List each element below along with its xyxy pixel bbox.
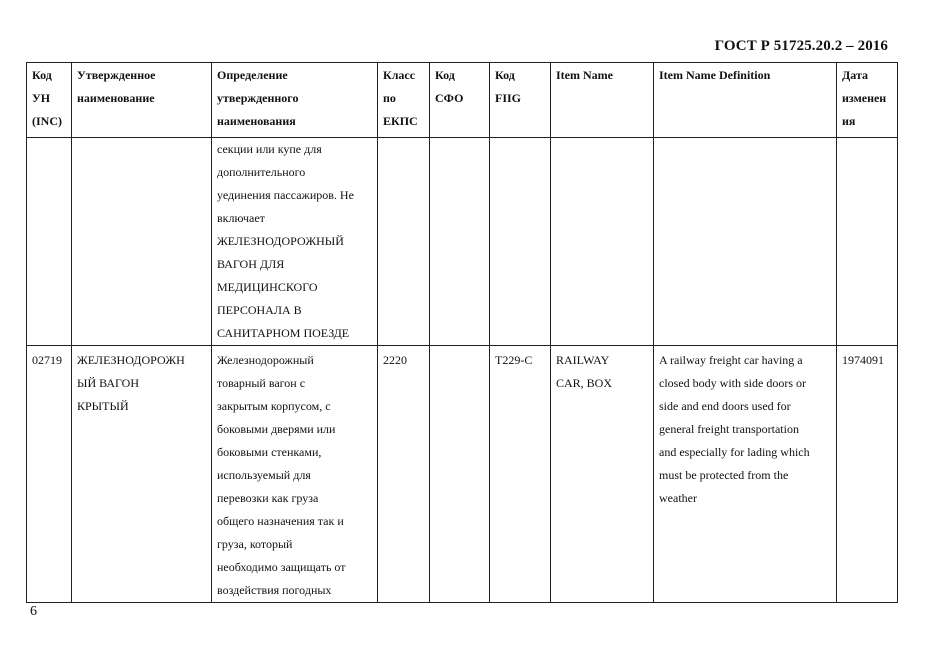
header-change-date: Дата изменен ия	[837, 63, 898, 138]
header-inc: Код УН (INC)	[27, 63, 72, 138]
catalog-table	[26, 62, 898, 603]
cell-approved-name	[72, 138, 212, 346]
cell-definition: секции или купе для дополнительного уединения пассажиров. Не включает ЖЕЛЕЗНОДОРОЖНЫЙ ВАГОН ДЛЯ МЕДИЦИНСКОГО ПЕРСОНАЛА В САНИТАРНОМ ПОЕЗДЕ	[212, 138, 378, 346]
cell-fiig	[490, 138, 551, 346]
cell-item-name-definition: A railway freight car having a closed body with side doors or side and end doors used for general freight transportation and especially for lading which must be protected from the weather	[654, 346, 837, 603]
cell-item-name-definition	[654, 138, 837, 346]
cell-item-name	[551, 138, 654, 346]
header-sfo: Код СФО	[430, 63, 490, 138]
cell-fiig: T229-C	[490, 346, 551, 603]
cell-inc: 02719	[27, 346, 72, 603]
cell-item-name: RAILWAY CAR, BOX	[551, 346, 654, 603]
cell-sfo	[430, 346, 490, 603]
cell-sfo	[430, 138, 490, 346]
cell-inc	[27, 138, 72, 346]
cell-change-date: 1974091	[837, 346, 898, 603]
cell-class	[378, 138, 430, 346]
table-row	[27, 346, 898, 603]
cell-approved-name: ЖЕЛЕЗНОДОРОЖН ЫЙ ВАГОН КРЫТЫЙ	[72, 346, 212, 603]
table-row	[27, 138, 898, 346]
header-row	[27, 63, 898, 138]
document-title: ГОСТ Р 51725.20.2 – 2016	[714, 38, 888, 54]
header-item-name: Item Name	[551, 63, 654, 138]
header-definition: Определение утвержденного наименования	[212, 63, 378, 138]
header-item-name-definition: Item Name Definition	[654, 63, 837, 138]
cell-change-date	[837, 138, 898, 346]
cell-definition: Железнодорожный товарный вагон с закрытым корпусом, с боковыми дверями или боковыми стенками, используемый для перевозки как груза общего назначения так и груза, который необходимо защищать от воздействия погодных	[212, 346, 378, 603]
page-number: 6	[30, 604, 37, 619]
header-fiig: Код FIIG	[490, 63, 551, 138]
cell-class: 2220	[378, 346, 430, 603]
header-class: Класс по ЕКПС	[378, 63, 430, 138]
header-approved-name: Утвержденное наименование	[72, 63, 212, 138]
